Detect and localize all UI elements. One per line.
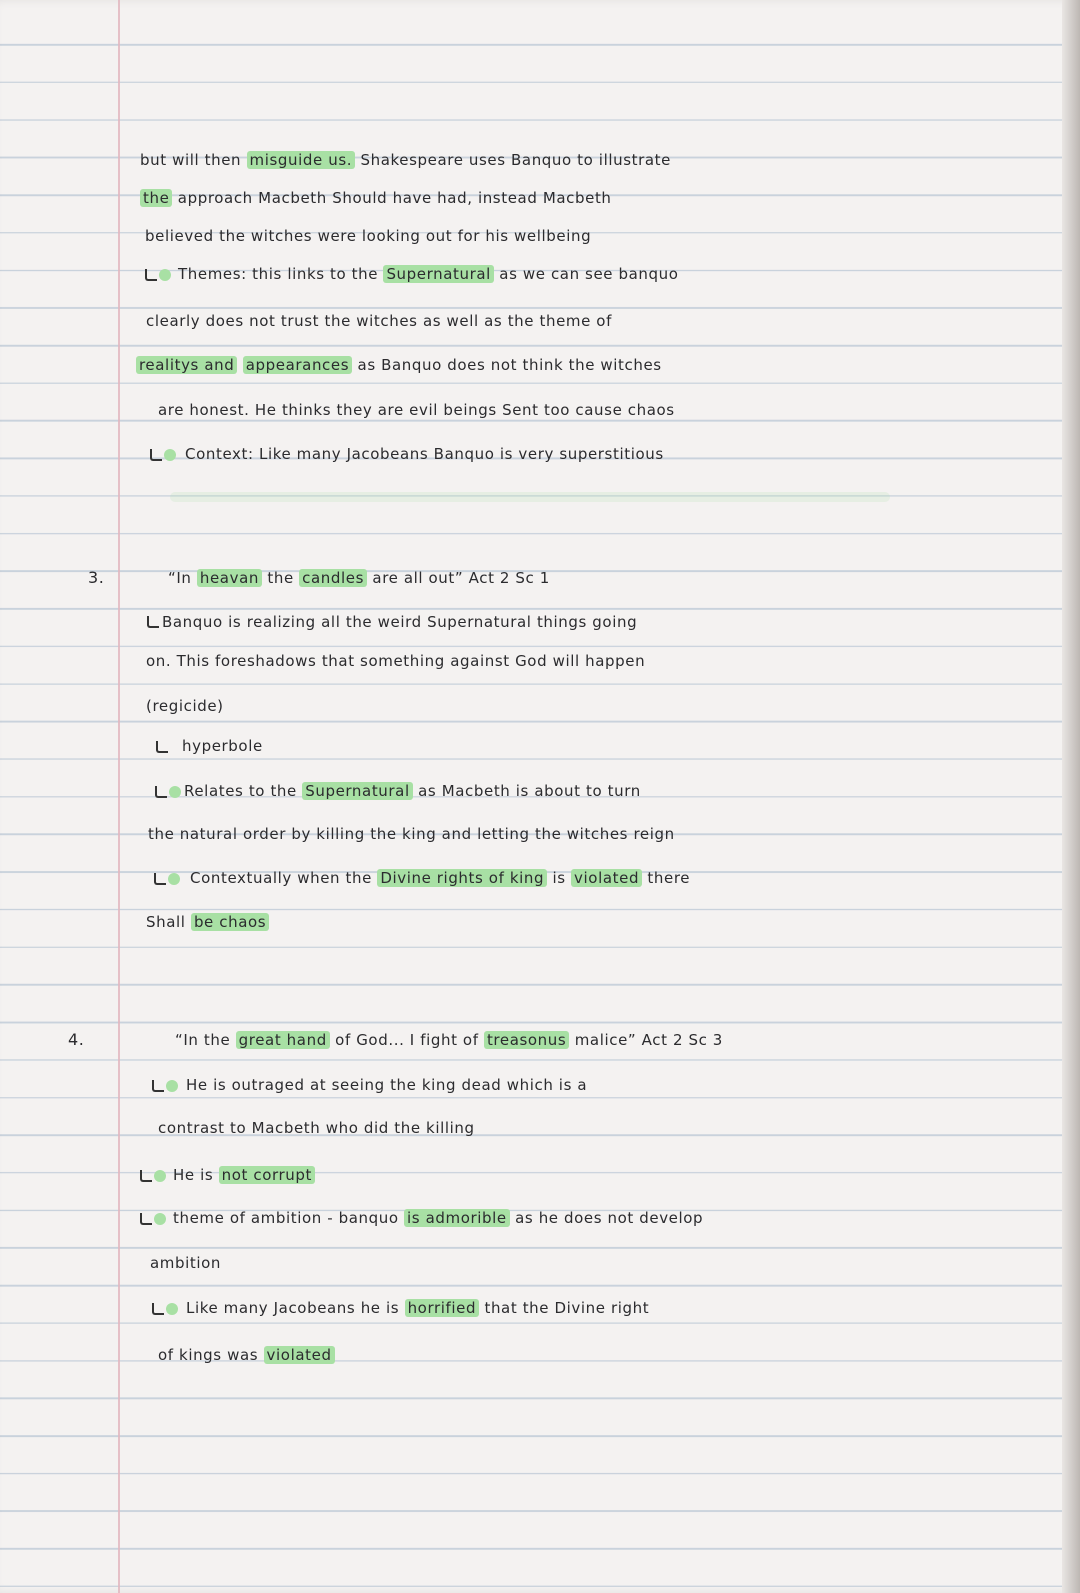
text-segment: Context: Like many Jacobeans Banquo is very superstitious <box>185 445 664 463</box>
text-segment: Relates to the <box>184 782 303 800</box>
arrow-icon <box>147 604 163 640</box>
note-line <box>0 1200 1080 1236</box>
text-segment: believed the witches were looking out for his wellbeing <box>145 227 592 245</box>
note-line <box>0 860 1080 896</box>
arrow-icon <box>140 1200 166 1236</box>
note-line <box>0 347 1080 383</box>
arrow-icon <box>150 436 176 472</box>
line-text <box>185 436 664 472</box>
text-segment: Themes: this links to the <box>178 265 384 283</box>
note-line <box>0 218 1080 254</box>
text-segment: the <box>261 569 300 587</box>
text-segment: “In the <box>175 1031 236 1049</box>
arrow-icon <box>140 1157 166 1193</box>
note-line <box>0 560 1080 596</box>
text-segment: the natural order by killing the king and letting the witches reign <box>148 825 675 843</box>
note-line <box>0 1245 1080 1281</box>
line-text <box>146 303 612 339</box>
text-segment: Contextually when the <box>190 869 378 887</box>
line-text <box>162 604 637 640</box>
note-line <box>0 1022 1080 1058</box>
text-segment: Shakespeare uses Banquo to illustrate <box>355 151 671 169</box>
section-number: 3. <box>88 568 105 587</box>
text-segment: of God... I fight of <box>329 1031 484 1049</box>
highlighted-text: treasonus <box>484 1031 569 1049</box>
note-line <box>0 643 1080 679</box>
text-segment: that the Divine right <box>479 1299 650 1317</box>
highlighted-text: not corrupt <box>219 1166 315 1184</box>
note-line <box>0 904 1080 940</box>
note-line <box>0 773 1080 809</box>
arrow-icon <box>152 1290 178 1326</box>
arrow-icon <box>156 728 172 764</box>
line-text <box>173 1157 315 1193</box>
highlighted-text: be chaos <box>191 913 269 931</box>
text-segment: clearly does not trust the witches as well as the theme of <box>146 312 612 330</box>
highlighted-text: Supernatural <box>383 265 494 283</box>
arrow-icon <box>154 860 180 896</box>
highlighted-text: appearances <box>243 356 352 374</box>
line-text <box>158 1110 475 1146</box>
line-text <box>178 256 679 292</box>
line-text <box>175 1022 723 1058</box>
note-line <box>0 1337 1080 1373</box>
text-segment: as he does not develop <box>509 1209 704 1227</box>
note-line <box>0 816 1080 852</box>
note-line <box>0 728 1080 764</box>
text-segment: approach Macbeth Should have had, instead Macbeth <box>172 189 612 207</box>
line-text <box>145 218 591 254</box>
line-text <box>190 860 690 896</box>
note-line <box>0 1110 1080 1146</box>
highlighted-text: violated <box>264 1346 335 1364</box>
section-number: 4. <box>68 1030 85 1049</box>
text-segment: there <box>642 869 691 887</box>
highlighted-text: great hand <box>236 1031 330 1049</box>
line-text <box>186 1067 587 1103</box>
arrow-icon <box>152 1067 178 1103</box>
text-segment: “In <box>168 569 197 587</box>
text-segment: contrast to Macbeth who did the killing <box>158 1119 475 1137</box>
line-text <box>140 142 671 178</box>
line-text <box>136 347 662 383</box>
text-segment: hyperbole <box>182 737 263 755</box>
highlighted-text: horrified <box>405 1299 480 1317</box>
line-text <box>146 904 269 940</box>
note-line <box>0 1157 1080 1193</box>
arrow-icon <box>145 256 171 292</box>
highlighted-text: is admorible <box>404 1209 510 1227</box>
line-text <box>140 180 612 216</box>
text-segment: as Macbeth is about to turn <box>412 782 641 800</box>
text-segment: ambition <box>150 1254 222 1272</box>
highlighted-text: realitys and <box>136 356 237 374</box>
text-segment: as Banquo does not think the witches <box>352 356 662 374</box>
line-text <box>148 816 675 852</box>
text-segment: He is outraged at seeing the king dead which is a <box>186 1076 588 1094</box>
text-segment: of kings was <box>158 1346 264 1364</box>
line-text <box>146 688 224 724</box>
line-text <box>173 1200 703 1236</box>
line-text <box>186 1290 649 1326</box>
note-line <box>0 256 1080 292</box>
highlighted-text: heavan <box>197 569 262 587</box>
text-segment: Banquo is realizing all the weird Supernatural things going <box>162 613 638 631</box>
text-segment: are honest. He thinks they are evil beings Sent too cause chaos <box>158 401 675 419</box>
note-line <box>0 180 1080 216</box>
highlighted-text: candles <box>299 569 367 587</box>
text-segment: theme of ambition - banquo <box>173 1209 405 1227</box>
faded-line <box>0 478 1080 514</box>
note-line <box>0 392 1080 428</box>
text-segment: but will then <box>140 151 247 169</box>
line-text <box>184 773 641 809</box>
text-segment: is <box>547 869 572 887</box>
highlighted-text: Divine rights of king <box>377 869 547 887</box>
note-line <box>0 142 1080 178</box>
text-segment: Like many Jacobeans he is <box>186 1299 405 1317</box>
highlighted-text: misguide us. <box>247 151 356 169</box>
line-text <box>182 728 263 764</box>
smudged-text <box>170 492 890 502</box>
highlighted-text: violated <box>571 869 642 887</box>
line-text <box>158 392 675 428</box>
note-line <box>0 1067 1080 1103</box>
line-text <box>158 1337 335 1373</box>
line-text <box>146 643 645 679</box>
arrow-icon <box>155 773 181 809</box>
text-segment: are all out” Act 2 Sc 1 <box>367 569 550 587</box>
text-segment: malice” Act 2 Sc 3 <box>569 1031 723 1049</box>
highlighted-text: the <box>140 189 172 207</box>
line-text <box>150 1245 221 1281</box>
line-text <box>168 560 550 596</box>
text-segment: as we can see banquo <box>493 265 679 283</box>
text-segment: He is <box>173 1166 219 1184</box>
note-line <box>0 688 1080 724</box>
text-segment: (regicide) <box>146 697 224 715</box>
note-line <box>0 1290 1080 1326</box>
highlighted-text: Supernatural <box>302 782 413 800</box>
text-segment: on. This foreshadows that something against God will happen <box>146 652 646 670</box>
text-segment <box>237 356 242 374</box>
note-line <box>0 303 1080 339</box>
note-line <box>0 436 1080 472</box>
note-line <box>0 604 1080 640</box>
text-segment: Shall <box>146 913 191 931</box>
